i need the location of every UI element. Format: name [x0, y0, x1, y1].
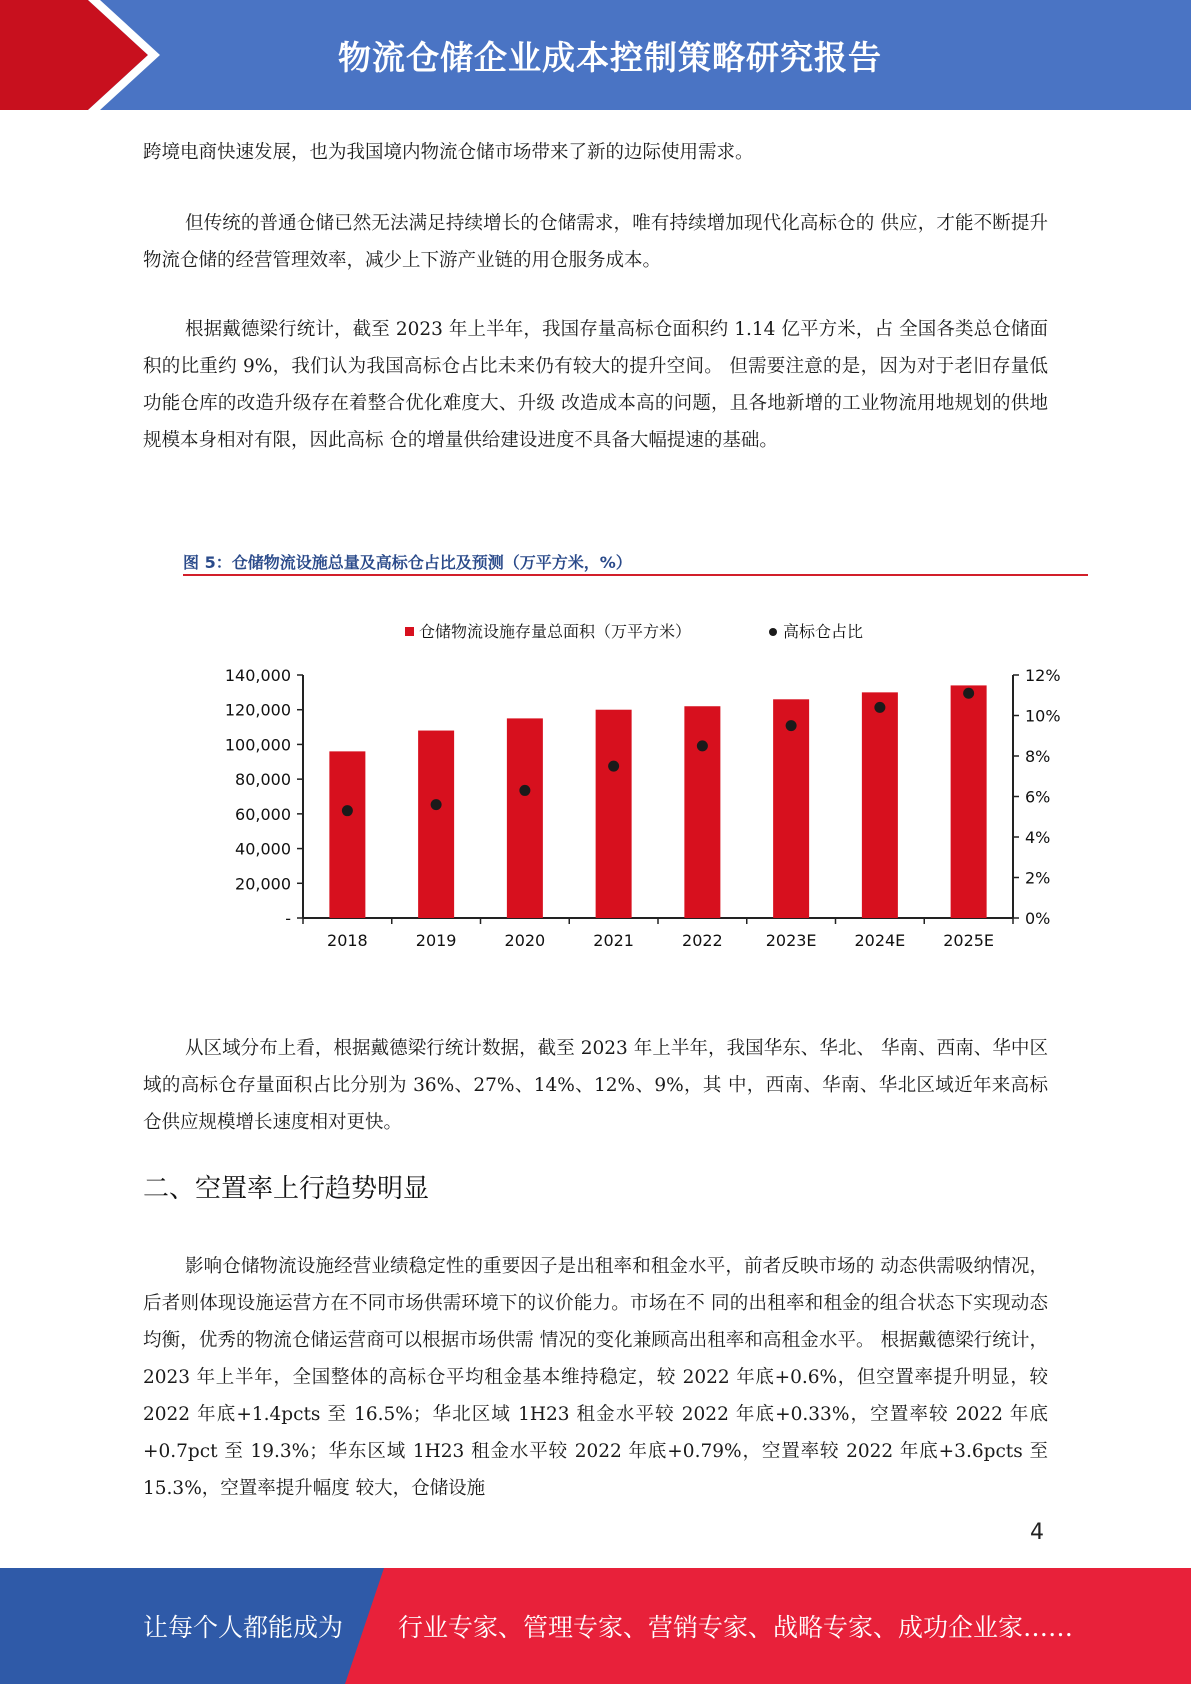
x-tick-label: 2021	[593, 931, 634, 950]
x-tick-label: 2024E	[854, 931, 906, 950]
paragraph-2: 但传统的普通仓储已然无法满足持续增长的仓储需求，唯有持续增加现代化高标仓的 供应，才能不断提升物流仓储的经营管理效率，减少上下游产业链的用仓服务成本。	[143, 213, 1048, 271]
paragraph-4: 从区域分布上看，根据戴德梁行统计数据，截至 2023 年上半年，我国华东、华北、 华南、西南、华中区域的高标仓存量面积占比分别为 36%、27%、14%、12%、9%，其 中，西南、华南、华北区域近年来高标仓供应规模增长速度相对更快。	[143, 1038, 1048, 1133]
bar	[329, 751, 365, 918]
left-tick-label: 80,000	[235, 770, 291, 790]
chart-axes	[303, 675, 1013, 918]
bar	[862, 692, 898, 918]
section-heading: 二、空置率上行趋势明显	[143, 1174, 430, 1204]
legend-bar-swatch	[405, 627, 414, 636]
paragraph-1: 跨境电商快速发展，也为我国境内物流仓储市场带来了新的边际使用需求。	[143, 142, 754, 163]
footer-slogan-right: 行业专家、管理专家、营销专家、战略专家、成功企业家……	[398, 1613, 1074, 1642]
point	[963, 688, 974, 699]
point	[342, 805, 353, 816]
point	[431, 799, 442, 810]
paragraph-3: 根据戴德梁行统计，截至 2023 年上半年，我国存量高标仓面积约 1.14 亿平方米，占 全国各类总仓储面积的比重约 9%，我们认为我国高标仓占比未来仍有较大的提升空间。 但需要注意的是，因为对于老旧存量低功能仓库的改造升级存在着整合优化难度大、升级 改造成本高的问题，且各地新增的工业物流用地规划的供地规模本身相对有限，因此高标 仓的增量供给建设进度不具备大幅提速的基础。	[143, 319, 1048, 451]
legend-dot-swatch	[769, 628, 777, 636]
page-footer	[0, 1568, 1191, 1684]
page-header	[0, 0, 1191, 110]
bar	[596, 710, 632, 918]
right-tick-label: 4%	[1025, 828, 1051, 847]
x-tick-label: 2018	[327, 931, 368, 950]
header-title: 物流仓储企业成本控制策略研究报告	[338, 37, 882, 77]
x-tick-label: 2019	[415, 931, 457, 950]
storage-chart	[183, 590, 1088, 970]
right-tick-label: 12%	[1025, 666, 1061, 685]
x-tick-label: 2022	[682, 931, 723, 950]
right-tick-label: 0%	[1025, 909, 1051, 928]
legend-bar-label: 仓储物流设施存量总面积（万平方米）	[419, 622, 692, 641]
bar	[418, 731, 454, 918]
left-tick-label: 40,000	[235, 839, 291, 859]
x-tick-label: 2020	[504, 931, 546, 950]
point	[519, 785, 530, 796]
legend-dot-label: 高标仓占比	[783, 622, 864, 641]
point	[697, 740, 708, 751]
point	[874, 702, 885, 713]
right-tick-label: 8%	[1025, 747, 1051, 766]
bar	[773, 699, 809, 918]
left-tick-label: 60,000	[235, 804, 291, 824]
point	[608, 761, 619, 772]
chart-bars	[329, 685, 986, 918]
left-tick-label: -	[285, 909, 291, 928]
chart-legend	[405, 622, 863, 641]
left-tick-label: 140,000	[224, 666, 291, 685]
x-tick-label: 2025E	[943, 931, 995, 950]
paragraph-5: 影响仓储物流设施经营业绩稳定性的重要因子是出租率和租金水平，前者反映市场的 动态供需吸纳情况，后者则体现设施运营方在不同市场供需环境下的议价能力。市场在不 同的出租率和租金的组合状态下实现动态均衡，优秀的物流仓储运营商可以根据市场供需 情况的变化兼顾高出租率和高租金水平。 根据戴德梁行统计，2023 年上半年，全国整体的高标仓平均租金基本维持稳定，较 2022 年底+0.6%，但空置率提升明显，较 2022 年底+1.4pcts 至 16.5%；华北区域 1H23 租金水平较 2022 年底+0.33%，空置率较 2022 年底+0.7pct 至 19.3%；华东区域 1H23 租金水平较 2022 年底+0.79%，空置率较 2022 年底+3.6pcts 至 15.3%，空置率提升幅度 较大，仓储设施	[143, 1256, 1048, 1499]
chart-caption-rule	[183, 574, 1088, 576]
left-tick-label: 20,000	[235, 874, 291, 894]
bar	[951, 685, 987, 918]
bar	[684, 706, 720, 918]
left-tick-label: 120,000	[224, 700, 291, 720]
bar	[507, 718, 543, 918]
page-number: 4	[1030, 1520, 1044, 1545]
point	[786, 720, 797, 731]
left-tick-label: 100,000	[224, 735, 291, 755]
right-tick-label: 10%	[1025, 706, 1061, 726]
footer-slogan-left: 让每个人都能成为	[143, 1613, 344, 1642]
x-tick-label: 2023E	[765, 931, 817, 950]
right-tick-label: 6%	[1025, 787, 1051, 807]
right-tick-label: 2%	[1025, 868, 1051, 888]
chart-caption: 图 5：仓储物流设施总量及高标仓占比及预测（万平方米，%）	[183, 553, 632, 572]
